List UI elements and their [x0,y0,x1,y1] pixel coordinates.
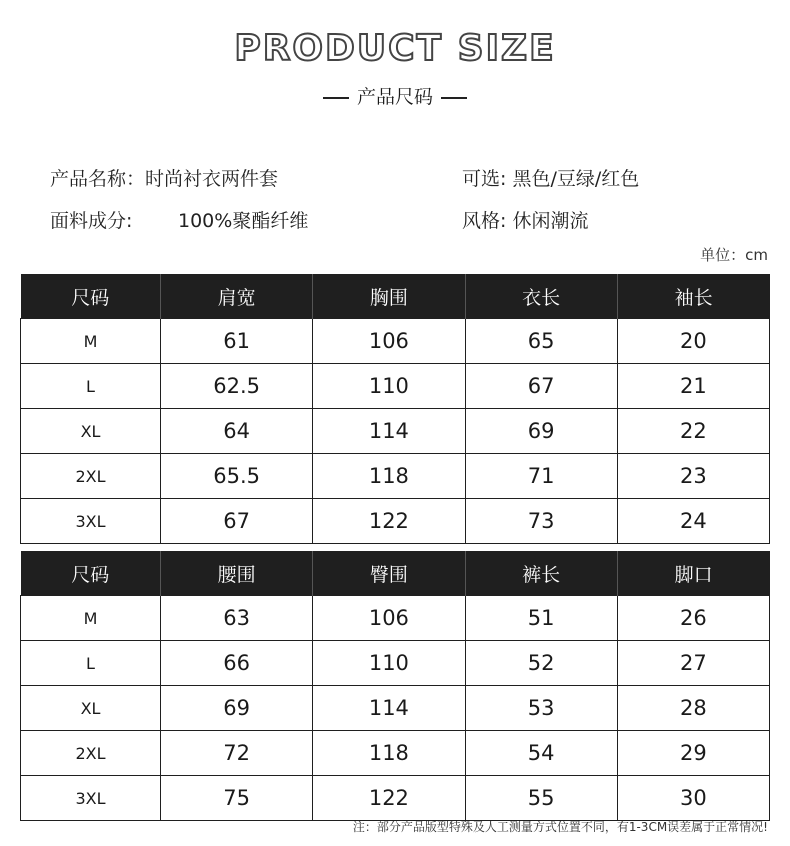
table-cell: 65.5 [161,454,313,499]
header-pants-length: 裤长 [465,551,617,596]
table-cell: 30 [617,776,769,821]
table-cell: 29 [617,731,769,776]
table-cell: 122 [313,499,465,544]
table-row [21,319,770,364]
table-cell: 71 [465,454,617,499]
header-length: 衣长 [465,274,617,319]
left-dash [323,97,349,99]
style-info: 风格: 休闲潮流 [462,210,589,232]
fabric-value: 100%聚酯纤维 [178,210,309,232]
bottom-size-table [20,551,770,821]
table-cell: 26 [617,596,769,641]
table-header-row [21,551,770,596]
table-cell: 23 [617,454,769,499]
table-cell: 52 [465,641,617,686]
table-cell: 2XL [21,731,161,776]
table-header-row [21,274,770,319]
table-cell: 66 [161,641,313,686]
table-cell: 21 [617,364,769,409]
table-cell: 118 [313,731,465,776]
table-cell: 61 [161,319,313,364]
table-cell: XL [21,686,161,731]
header-waist: 腰围 [161,551,313,596]
table-cell: M [21,596,161,641]
table-cell: 73 [465,499,617,544]
table-cell: 20 [617,319,769,364]
table-cell: 22 [617,409,769,454]
table-cell: 63 [161,596,313,641]
table-cell: 118 [313,454,465,499]
table-cell: 110 [313,641,465,686]
table-cell: 106 [313,319,465,364]
table-cell: 62.5 [161,364,313,409]
table-row [21,499,770,544]
table-cell: L [21,364,161,409]
table-cell: 24 [617,499,769,544]
header-hem: 脚口 [617,551,769,596]
header-size: 尺码 [21,551,161,596]
table-cell: 67 [161,499,313,544]
table-row [21,731,770,776]
subtitle [0,82,790,109]
table-cell: 2XL [21,454,161,499]
table-row [21,454,770,499]
table-cell: 110 [313,364,465,409]
table-cell: 106 [313,596,465,641]
top-size-table [20,274,770,544]
table-row [21,409,770,454]
header-size: 尺码 [21,274,161,319]
table-row [21,776,770,821]
color-options: 可选: 黑色/豆绿/红色 [462,168,640,190]
table-cell: 3XL [21,776,161,821]
product-name: 产品名称：时尚衬衣两件套 [50,168,279,190]
table-cell: 75 [161,776,313,821]
fabric-label: 面料成分: [50,210,133,232]
table-cell: 65 [465,319,617,364]
table-row [21,686,770,731]
table-cell: 114 [313,409,465,454]
table-cell: 67 [465,364,617,409]
header-hip: 臀围 [313,551,465,596]
table-cell: XL [21,409,161,454]
header-shoulder: 肩宽 [161,274,313,319]
unit-label: 单位：cm [700,246,768,264]
table-cell: 51 [465,596,617,641]
header-sleeve: 袖长 [617,274,769,319]
table-cell: 55 [465,776,617,821]
table-cell: 3XL [21,499,161,544]
table-cell: 54 [465,731,617,776]
page-title: PRODUCT SIZE [234,28,556,69]
table-cell: L [21,641,161,686]
table-cell: 28 [617,686,769,731]
table-cell: M [21,319,161,364]
right-dash [441,97,467,99]
table-cell: 64 [161,409,313,454]
table-cell: 69 [161,686,313,731]
footnote: 注：部分产品版型特殊及人工测量方式位置不同，有1-3CM误差属于正常情况! [352,820,768,834]
table-cell: 53 [465,686,617,731]
header-chest: 胸围 [313,274,465,319]
table-cell: 122 [313,776,465,821]
table-row [21,641,770,686]
table-row [21,364,770,409]
table-cell: 27 [617,641,769,686]
table-cell: 114 [313,686,465,731]
subtitle-text: 产品尺码 [356,86,433,108]
table-row [21,596,770,641]
table-cell: 72 [161,731,313,776]
table-cell: 69 [465,409,617,454]
